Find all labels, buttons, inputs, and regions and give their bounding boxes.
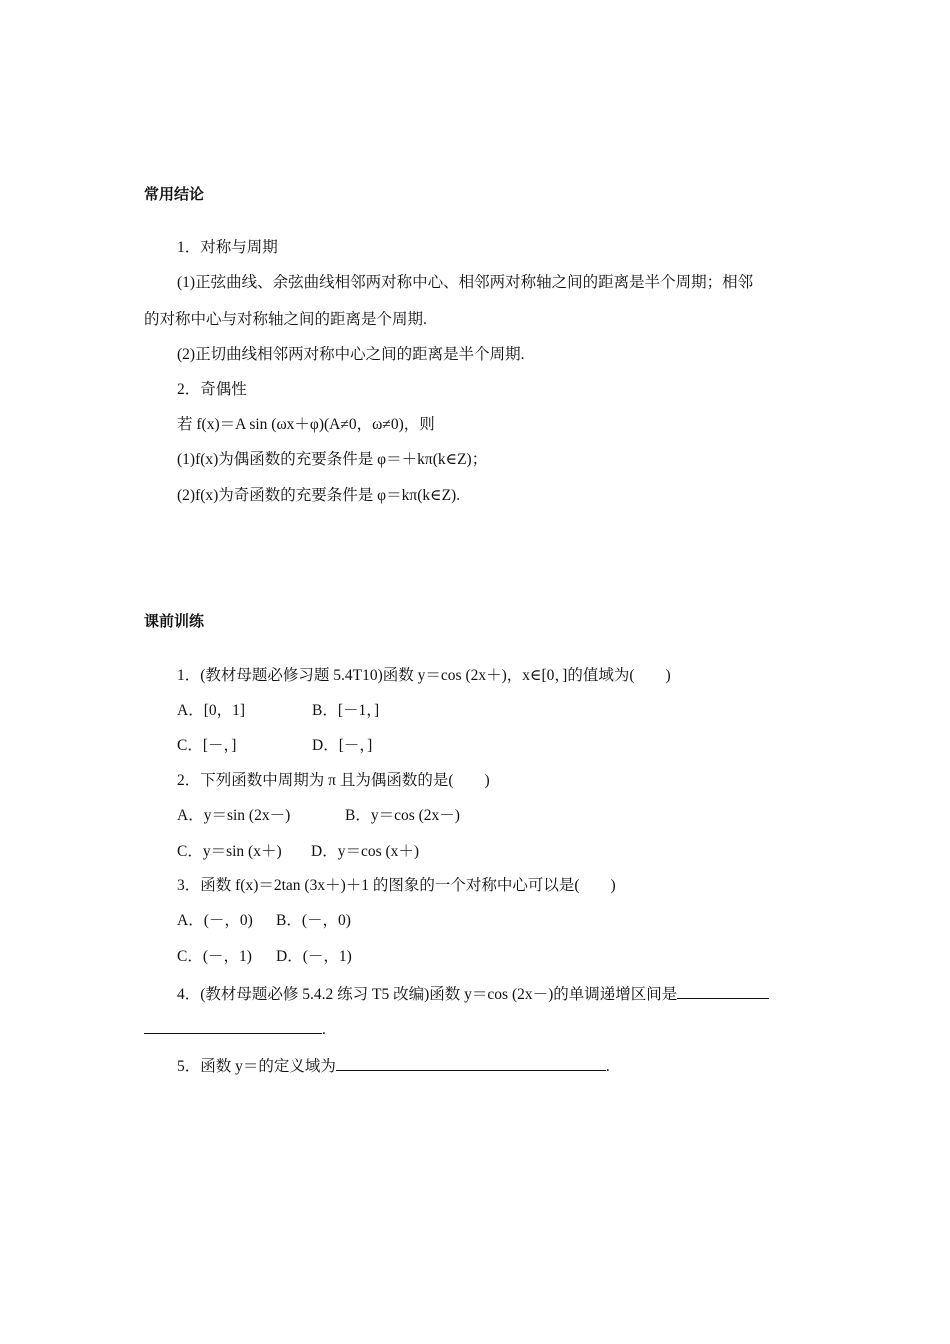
question-4-continued — [144, 1018, 326, 1040]
question-2-option-c: C．y＝sin (x＋) — [177, 843, 282, 860]
item2-condition-even: (1)f(x)为偶函数的充要条件是 φ＝＋kπ(k∈Z)； — [177, 451, 488, 468]
question-5 — [177, 1055, 610, 1077]
question-2-option-a: A．y＝sin (2x－) — [177, 807, 291, 824]
answer-blank[interactable] — [336, 1055, 606, 1071]
question-2-option-b: B．y＝cos (2x－) — [345, 807, 460, 824]
item2-intro: 若 f(x)＝A sin (ωx＋φ)(A≠0，ω≠0)，则 — [177, 416, 435, 433]
answer-blank[interactable] — [144, 1018, 322, 1034]
question-5-end: . — [605, 1058, 610, 1075]
question-3-option-b: B．(－，0) — [276, 912, 351, 929]
question-1-option-c: C．[－，] — [177, 737, 237, 754]
question-4-text: 4．(教材母题必修 5.4.2 练习 T5 改编)函数 y＝cos (2x－)的单调递增区间是 — [177, 986, 678, 1003]
question-1-option-a: A．[0，1] — [177, 702, 246, 719]
question-3-option-a: A．(－，0) — [177, 912, 253, 929]
question-4 — [177, 983, 769, 1005]
section-heading-pretraining: 课前训练 — [144, 612, 205, 630]
question-1: 1．(教材母题必修习题 5.4T10)函数 y＝cos (2x＋)，x∈[0，]的值域为( ) — [177, 667, 671, 684]
answer-blank[interactable] — [677, 983, 769, 999]
item1-title: 1．对称与周期 — [177, 239, 278, 256]
item2-title: 2．奇偶性 — [177, 381, 247, 398]
question-3-option-c: C．(－，1) — [177, 948, 252, 965]
item2-condition-odd: (2)f(x)为奇函数的充要条件是 φ＝kπ(k∈Z). — [177, 487, 461, 504]
question-3: 3．函数 f(x)＝2tan (3x＋)＋1 的图象的一个对称中心可以是( ) — [177, 877, 616, 894]
item1-paragraph1-line2: 的对称中心与对称轴之间的距离是个周期. — [144, 311, 427, 328]
question-1-option-d: D．[－，] — [312, 737, 373, 754]
question-2-option-d: D．y＝cos (x＋) — [311, 843, 420, 860]
question-2: 2．下列函数中周期为 π 且为偶函数的是( ) — [177, 772, 490, 789]
question-5-text: 5．函数 y＝的定义域为 — [177, 1058, 336, 1075]
question-4-end: . — [322, 1021, 326, 1038]
item1-paragraph2: (2)正切曲线相邻两对称中心之间的距离是半个周期. — [177, 346, 525, 363]
item1-paragraph1-line1: (1)正弦曲线、余弦曲线相邻两对称中心、相邻两对称轴之间的距离是半个周期；相邻 — [177, 274, 754, 291]
question-1-option-b: B．[－1，] — [312, 702, 380, 719]
section-heading-conclusions: 常用结论 — [144, 185, 205, 203]
question-3-option-d: D．(－，1) — [276, 948, 352, 965]
